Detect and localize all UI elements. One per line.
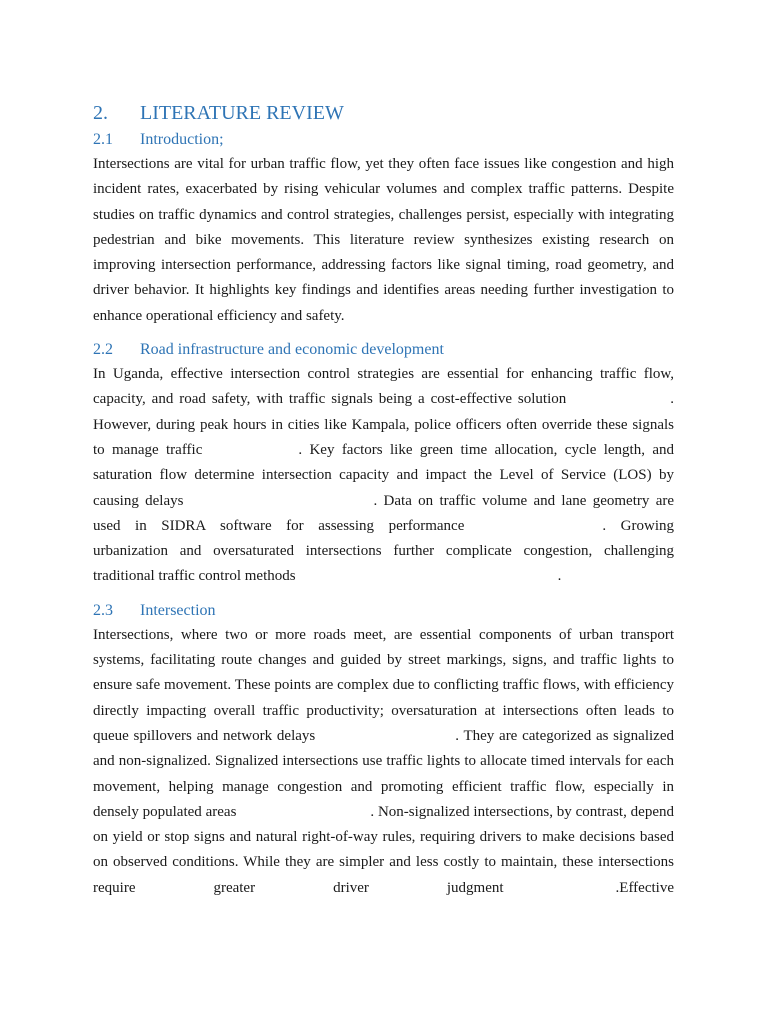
paragraph-road-infrastructure (93, 362, 674, 590)
text-run: . They are categorized as signalized and non-signalized. Signalized intersections use traffic lights to allocate timed intervals for each movement, helping manage congestion and promoting efficient traffic flow, especially in densely populated areas (93, 727, 674, 820)
subsection-title: Introduction; (140, 131, 224, 148)
document-page (93, 98, 674, 901)
section-number: 2. (93, 102, 108, 124)
subsection-title: Road infrastructure and economic development (140, 341, 444, 359)
section-heading (93, 98, 674, 128)
subsection-number: 2.3 (93, 601, 113, 619)
text-run: . (557, 568, 562, 585)
subsection-title: Intersection (140, 601, 216, 619)
paragraph-intersection (93, 623, 674, 901)
subsection-heading-2-2 (93, 338, 674, 362)
text-run: . Non-signalized intersections, by contrast, depend on yield or stop signs and natural right-of-way rules, requiring drivers to make decisions based on observed conditions. While they are simpler and less costly to maintain, these intersections require greater driver judgment (93, 803, 674, 896)
subsection-heading-2-1 (93, 128, 674, 152)
paragraph-introduction: Intersections are vital for urban traffic flow, yet they often face issues like congestion and high incident rates, exacerbated by rising vehicular volumes and complex traffic patterns. Despite studies on traffic dynamics and control strategies, challenges persist, especially with integrating pedestrian and bike movements. This literature review synthesizes existing research on improving intersection performance, addressing factors like signal timing, road geometry, and driver behavior. It highlights key findings and identifies areas needing further investigation to enhance operational efficiency and safety. (93, 156, 674, 324)
text-run: In Uganda, effective intersection control strategies are essential for enhancing traffic flow, capacity, and road safety, with traffic signals being a cost-effective solution (93, 366, 674, 408)
text-run: . Data on traffic volume and lane geometry are used in SIDRA software for assessing performance (93, 492, 675, 534)
text-run: . However, during peak hours in cities like Kampala, police officers often override these signals to manage traffic (93, 391, 674, 458)
section-title: LITERATURE REVIEW (140, 102, 344, 124)
subsection-number: 2.2 (93, 341, 113, 359)
subsection-number: 2.1 (93, 131, 113, 148)
subsection-heading-2-3 (93, 599, 674, 623)
text-run: . Growing urbanization and oversaturated intersections further complicate congestion, challenging traditional traffic control methods (93, 517, 674, 585)
text-run: Intersections, where two or more roads meet, are essential components of urban transport systems, facilitating route changes and guided by street markings, signs, and traffic lights to ensure safe movement. These points are complex due to conflicting traffic flows, with efficiency directly impacting overall traffic productivity; oversaturation at intersections often leads to queue spillovers and network delays (93, 626, 674, 744)
text-run: . Key factors like green time allocation, cycle length, and saturation flow determine intersection capacity and impact the Level of Service (LOS) by causing delays (93, 441, 674, 509)
text-run: .Effective (615, 879, 674, 896)
